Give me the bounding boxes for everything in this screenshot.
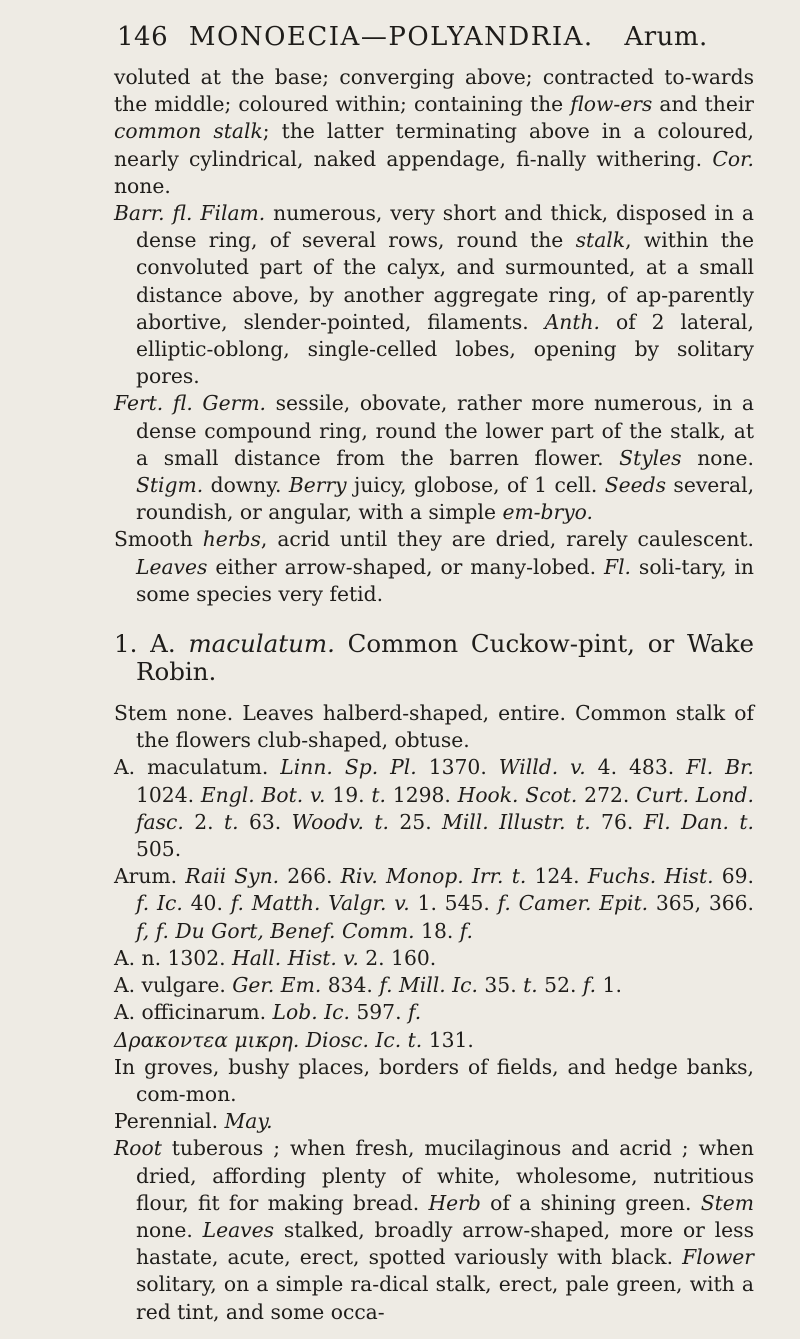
italic-run: Anth.	[544, 309, 601, 334]
italic-run: Woodv.	[291, 809, 364, 834]
italic-run: v.	[570, 755, 586, 780]
italic-run: Diosc. Ic.	[305, 1027, 402, 1052]
text-run: and their	[652, 92, 755, 117]
italic-run: Germ.	[202, 391, 266, 416]
italic-run: f.	[459, 918, 473, 943]
text-run	[303, 783, 310, 807]
italic-run: f.	[379, 973, 393, 998]
text-run: ; the latter terminating above in a coloured, nearly cylindrical, naked appendage, fi-nally withering.	[114, 119, 754, 171]
text-run: 2. 160.	[358, 945, 437, 970]
paragraph	[114, 700, 754, 754]
italic-run: Stigm.	[136, 473, 204, 498]
text-run: Arum.	[114, 864, 186, 889]
italic-run: Mill. Ic.	[399, 973, 478, 998]
text-run: 1370.	[416, 755, 499, 780]
text-run: , within the convoluted part of the calyx, and surmounted, at a small distance above, by another aggregate ring, of ap-parently abortive, slender-pointed, filaments.	[136, 228, 755, 334]
text-run: 69.	[713, 864, 754, 889]
text-run	[149, 891, 157, 915]
italic-run: t.	[739, 809, 754, 834]
species-heading	[114, 630, 754, 686]
habitat-note	[114, 1054, 754, 1108]
text-run: 1. A.	[114, 629, 189, 659]
italic-run: Ic.	[157, 891, 183, 916]
paragraph	[114, 526, 754, 608]
text-run	[193, 391, 203, 415]
italic-run: Willd.	[498, 755, 559, 780]
italic-run: Raii Syn.	[185, 864, 280, 889]
text-run: either arrow-shaped, or many-lobed.	[207, 554, 604, 579]
text-run: 597.	[349, 1000, 408, 1025]
running-header	[117, 22, 757, 52]
italic-run: f.	[582, 973, 597, 998]
text-run: solitary, on a simple ra-dical stalk, erect, pale green, with a red tint, and some occa-	[136, 1272, 754, 1324]
text-run: In groves, bushy places, borders of fields, and hedge banks, com-mon.	[114, 1054, 754, 1106]
text-run: , acrid until they are dried, rarely caulescent.	[260, 527, 754, 552]
text-run: none.	[136, 1217, 203, 1242]
flowering-note	[114, 1108, 754, 1135]
text-run: tuberous ; when fresh, mucilaginous and acrid ; when dried, affording plenty of white, wholesome, nutritious flour, fit for making bread.	[136, 1136, 754, 1215]
italic-run: Matth. Valgr.	[251, 891, 387, 916]
italic-run: t.	[371, 782, 386, 807]
italic-run: t.	[511, 864, 527, 889]
italic-run: Riv. Monop. Irr.	[340, 864, 504, 889]
text-run	[511, 891, 519, 915]
text-run	[566, 810, 576, 834]
italic-run: Flower	[682, 1245, 754, 1270]
text-run: none.	[114, 173, 171, 198]
italic-run: Cor.	[712, 146, 754, 171]
italic-run: Curt. Lond. fasc.	[136, 782, 754, 834]
italic-run: t.	[223, 809, 239, 834]
italic-run: maculatum.	[188, 629, 335, 659]
text-run: A. n. 1302.	[114, 945, 233, 970]
synonym-entry	[114, 945, 754, 972]
text-run: none.	[681, 445, 754, 470]
text-run: 1. 545.	[409, 891, 498, 916]
italic-run: common stalk	[114, 119, 263, 144]
text-run: 25.	[389, 809, 443, 834]
italic-run: t.	[576, 809, 591, 834]
text-run: Perennial.	[114, 1109, 225, 1134]
text-run: 834.	[321, 973, 380, 998]
text-run: voluted at the base; converging above; contracted to-wards the middle; coloured within; containing the	[114, 65, 754, 117]
synonym-entry	[114, 1027, 754, 1054]
page-number: 146	[117, 22, 169, 52]
text-run: 124.	[526, 864, 588, 889]
text-run: 1.	[596, 973, 622, 998]
paragraph	[114, 200, 754, 390]
text-run: 365, 366.	[648, 891, 754, 916]
italic-run: t.	[374, 809, 389, 834]
italic-run: Fl.	[604, 554, 632, 579]
text-run: of 2 lateral, elliptic-oblong, single-celled lobes, opening by solitary pores.	[136, 309, 754, 389]
text-run: 19.	[325, 782, 372, 807]
text-run	[558, 755, 570, 779]
italic-run: f, f.	[136, 918, 169, 943]
italic-run: Hall. Hist.	[232, 945, 337, 970]
italic-run: f.	[407, 1000, 422, 1025]
paragraph	[114, 390, 754, 526]
genus-title: Arum.	[624, 22, 708, 52]
text-run: several, roundish, or angular, with a simple	[136, 473, 755, 525]
text-run: 4. 483.	[585, 755, 687, 780]
italic-run: Δρακοντεα μικρη.	[114, 1027, 300, 1052]
italic-run: Herb	[428, 1190, 481, 1215]
italic-run: Seeds	[604, 473, 666, 498]
italic-run: f.	[136, 891, 150, 916]
text-run: sessile, obovate, rather more numerous, in a dense compound ring, round the lower part of the stalk, at a small distance from the barren flower.	[136, 391, 754, 470]
text-run: 505.	[136, 837, 182, 862]
italic-run: Linn. Sp. Pl.	[280, 755, 417, 780]
text-run: 76.	[590, 809, 644, 834]
italic-run: em-bryo.	[502, 500, 593, 525]
italic-run: Root	[114, 1136, 162, 1161]
text-run: 131.	[422, 1027, 474, 1052]
text-run	[364, 810, 374, 834]
italic-run: Ger. Em.	[232, 973, 322, 998]
italic-run: t.	[523, 973, 538, 998]
text-run: 18.	[414, 918, 460, 943]
section-title: MONOECIA—POLYANDRIA.	[188, 22, 594, 52]
synonym-entry	[114, 754, 754, 863]
italic-run: v.	[394, 891, 410, 916]
text-run: 35.	[477, 973, 524, 998]
italic-run: t.	[407, 1027, 423, 1052]
italic-run: Mill. Illustr.	[442, 809, 566, 834]
italic-run: stalk	[575, 228, 626, 253]
italic-run: Leaves	[202, 1217, 275, 1242]
text-run: downy.	[203, 473, 289, 498]
italic-run: Engl. Bot.	[200, 782, 304, 807]
text-run: 1024.	[136, 782, 201, 807]
italic-run: Stem	[700, 1190, 754, 1215]
text-run: of a shining green.	[480, 1190, 701, 1215]
text-run: soli-tary, in some species very fetid.	[136, 554, 754, 606]
synonym-entry	[114, 999, 754, 1026]
text-run: 52.	[537, 973, 583, 998]
text-run: Stem none. Leaves halberd-shaped, entire. Common stalk of the flowers club-shaped, obtuse.	[114, 701, 754, 753]
italic-run: f.	[497, 891, 511, 916]
text-run: 63.	[238, 809, 292, 834]
text-run: 40.	[182, 891, 231, 916]
italic-run: Du Gort, Benef. Comm.	[175, 918, 415, 943]
italic-run: v.	[310, 782, 326, 807]
italic-run: Leaves	[136, 554, 208, 579]
italic-run: Fuchs. Hist.	[587, 864, 714, 889]
text-run	[244, 891, 252, 915]
text-run	[729, 810, 739, 834]
italic-run: Hook. Scot.	[457, 782, 578, 807]
italic-run: Camer. Epit.	[518, 891, 649, 916]
paragraph	[114, 64, 754, 200]
text-run: stalked, broadly arrow-shaped, more or less hastate, acute, erect, spotted variously with black.	[136, 1217, 754, 1270]
italic-run: Fl. Dan.	[643, 809, 729, 834]
italic-run: Styles	[619, 445, 682, 470]
text-run: A. vulgare.	[114, 973, 233, 998]
italic-run: v.	[343, 945, 359, 970]
text-run: A. maculatum.	[114, 755, 281, 780]
italic-run: May.	[224, 1109, 273, 1134]
italic-run: Fl. Br.	[686, 755, 754, 780]
description-paragraph	[114, 1135, 754, 1325]
text-run: Common Cuckow-pint, or Wake Robin.	[136, 629, 754, 687]
text-run: juicy, globose, of 1 cell.	[346, 473, 605, 498]
text-run: 1298.	[385, 782, 458, 807]
text-run: Smooth	[114, 527, 203, 552]
italic-run: f.	[230, 891, 244, 916]
italic-run: flow-ers	[570, 92, 653, 117]
text-run: numerous, very short and thick, disposed in a dense ring, of several rows, round the	[136, 201, 754, 253]
text-run: 272.	[577, 782, 637, 807]
italic-run: Berry	[288, 473, 347, 498]
italic-run: Barr. fl.	[114, 201, 193, 226]
synonym-entry	[114, 863, 754, 945]
italic-run: Fert. fl.	[114, 391, 193, 416]
synonym-entry	[114, 972, 754, 999]
text-run: 2.	[183, 809, 224, 834]
italic-run: herbs	[202, 527, 261, 552]
page-body	[114, 64, 754, 1326]
text-run	[504, 864, 512, 888]
italic-run: Filam.	[200, 201, 266, 226]
text-run: 266.	[279, 864, 341, 889]
italic-run: Lob. Ic.	[272, 1000, 350, 1025]
text-run: A. officinarum.	[114, 1000, 273, 1025]
